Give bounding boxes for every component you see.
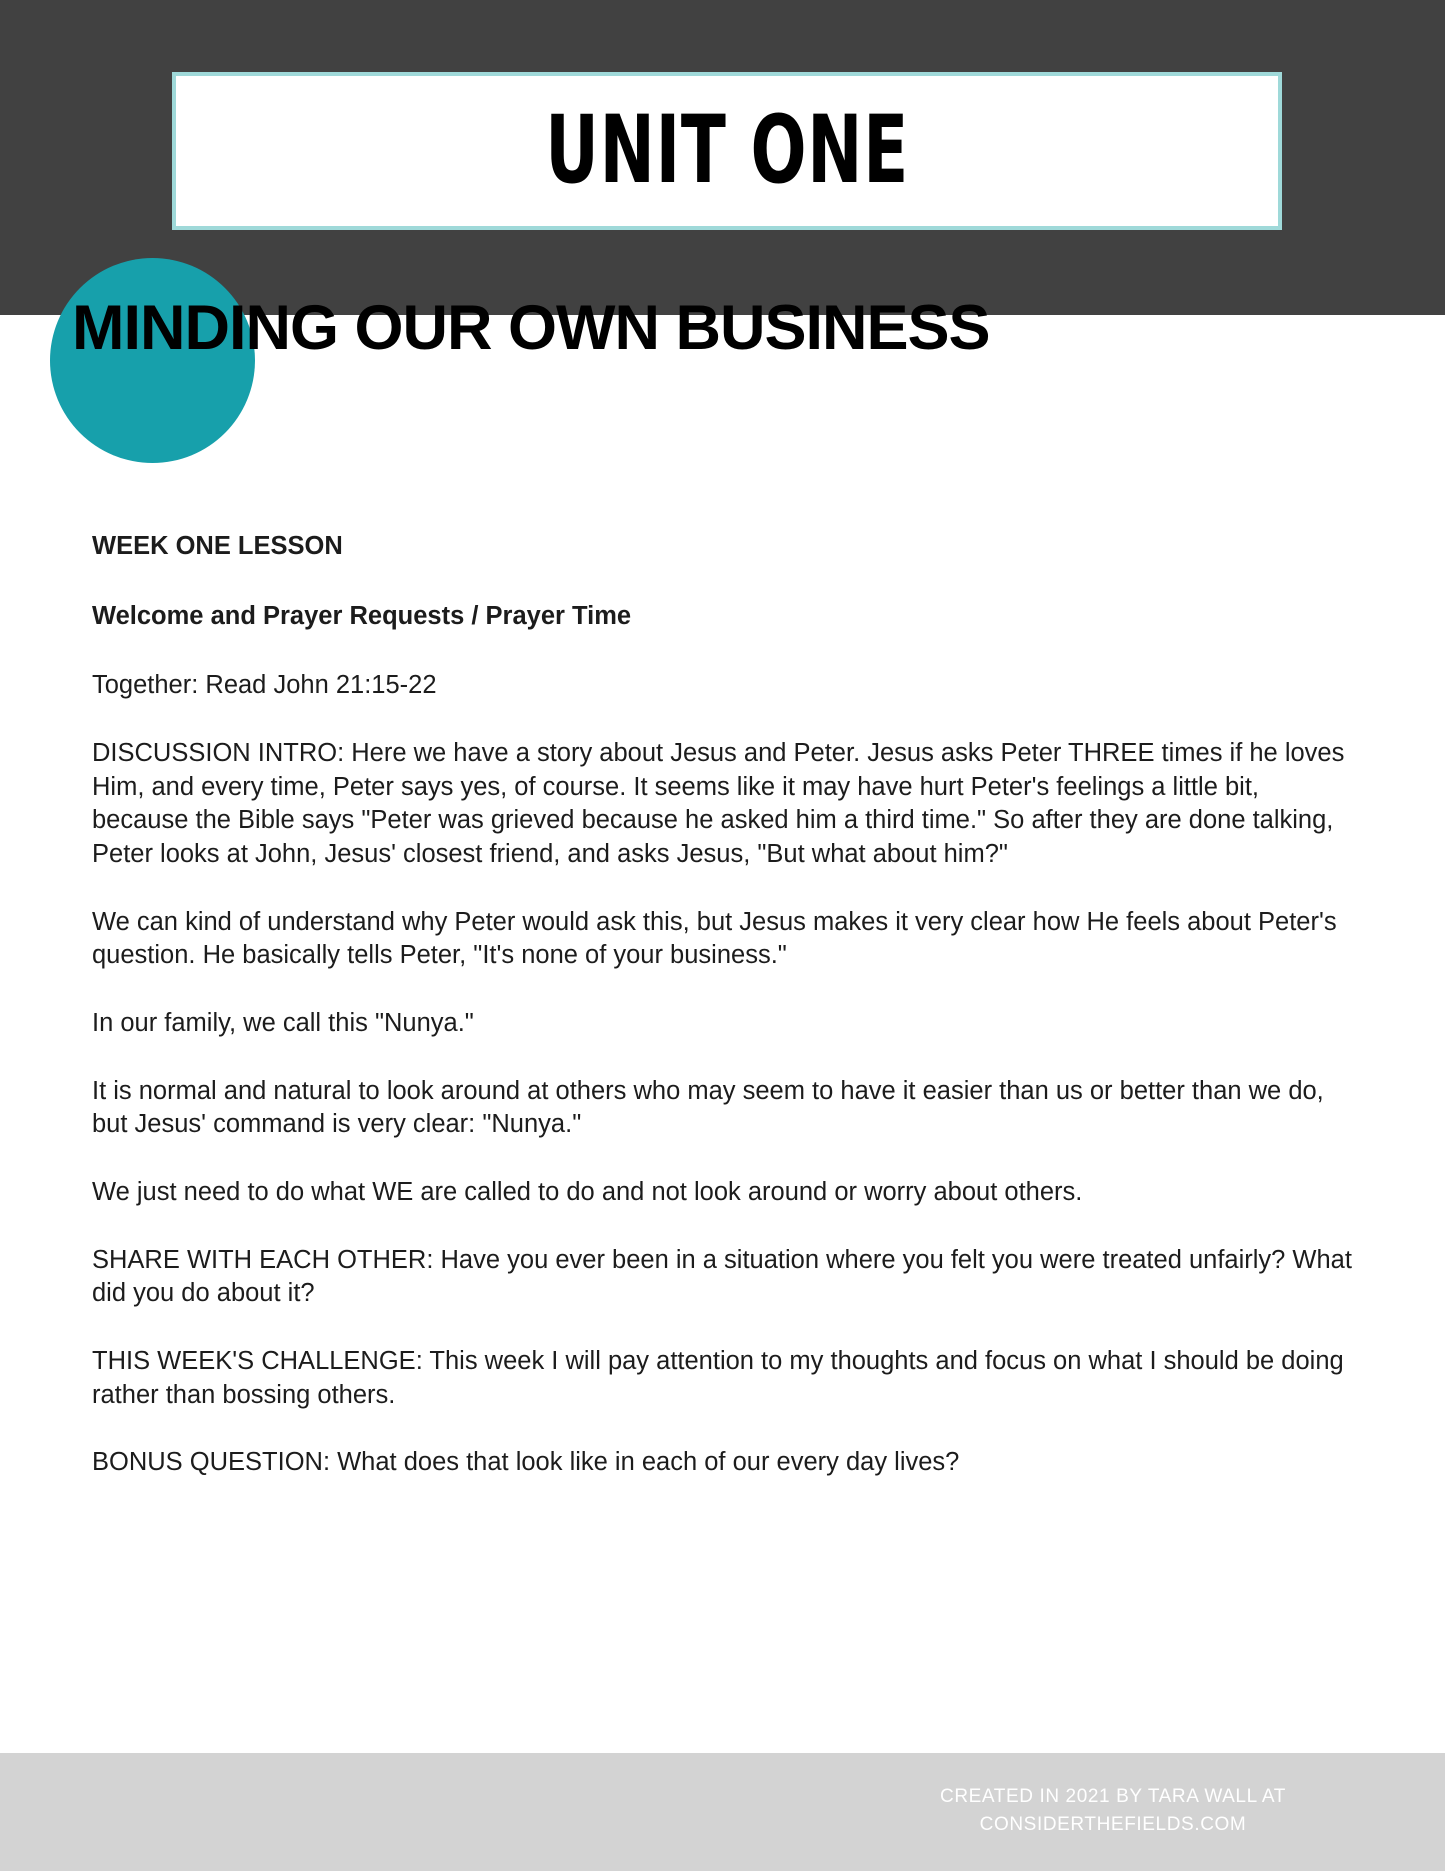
lesson-paragraph: THIS WEEK'S CHALLENGE: This week I will pay attention to my thoughts and focus on what I should be doing rather than bossing others. (92, 1346, 1344, 1409)
lesson-paragraph: We can kind of understand why Peter would ask this, but Jesus makes it very clear how He feels about Peter's question. He basically tells Peter, "It's none of your business." (92, 907, 1337, 970)
lesson-content (92, 530, 1354, 1514)
footer-band (0, 1753, 1445, 1871)
lesson-paragraph: We just need to do what WE are called to do and not look around or worry about others. (92, 1177, 1083, 1206)
lesson-paragraph: Together: Read John 21:15-22 (92, 671, 437, 700)
footer-credit-line-1: CREATED IN 2021 BY TARA WALL AT (940, 1786, 1286, 1807)
lesson-paragraph: BONUS QUESTION: What does that look like in each of our every day lives? (92, 1448, 960, 1477)
lesson-heading: WEEK ONE LESSON (92, 532, 343, 560)
footer-credit-line-2: CONSIDERTHEFIELDS.COM (979, 1813, 1247, 1835)
lesson-paragraph: SHARE WITH EACH OTHER: Have you ever been in a situation where you felt you were treated unfairly? What did you do about it? (92, 1245, 1352, 1308)
section-title-row (0, 258, 1445, 468)
lesson-paragraph: DISCUSSION INTRO: Here we have a story about Jesus and Peter. Jesus asks Peter THREE times if he loves Him, and every time, Peter says yes, of course. It seems like it may have hurt Peter's feelings a little bit, because the Bible says "Peter was grieved because he asked him a third time." So after they are done talking, Peter looks at John, Jesus' closest friend, and asks Jesus, "But what about him?" (92, 738, 1345, 868)
footer-credit (853, 1783, 1373, 1838)
lesson-paragraph: In our family, we call this "Nunya." (92, 1008, 474, 1037)
lesson-subheading: Welcome and Prayer Requests / Prayer Time (92, 601, 632, 630)
lesson-paragraph: It is normal and natural to look around at others who may seem to have it easier than us or better than we do, but Jesus' command is very clear: "Nunya." (92, 1076, 1324, 1139)
unit-title: UNIT ONE (545, 96, 909, 205)
page-title: MINDING OUR OWN BUSINESS (72, 293, 990, 363)
unit-title-box (172, 72, 1282, 230)
